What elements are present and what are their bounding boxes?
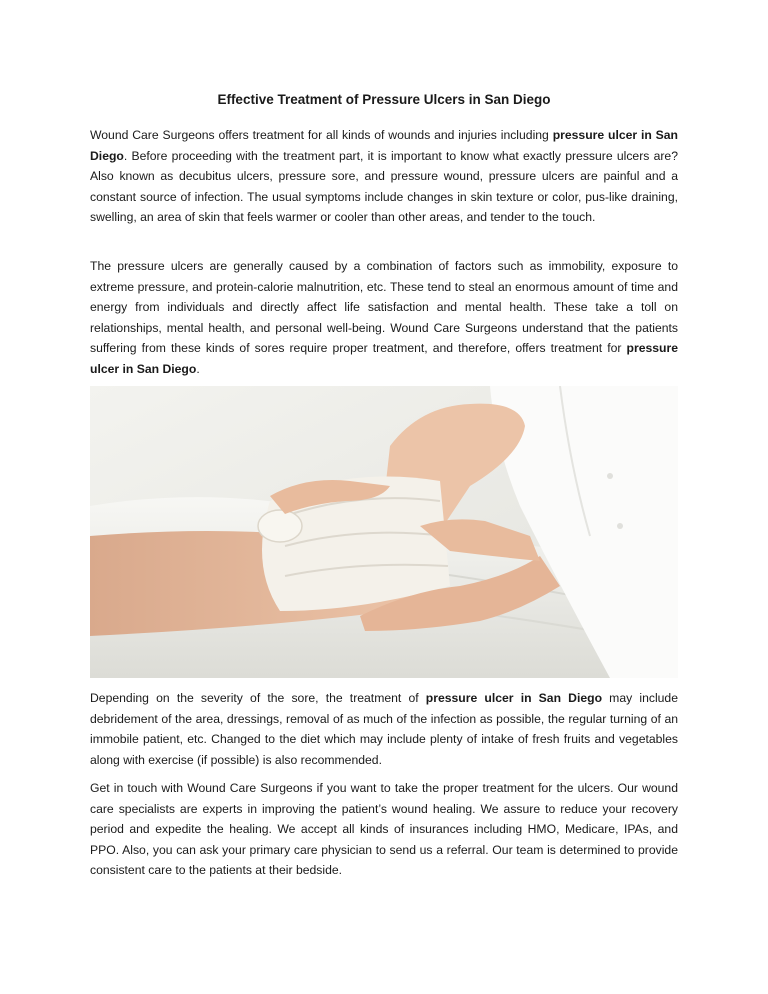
paragraph-text: may include debridement of the area, dressings, removal of as much of the infection as possible, the regular turning of an immobile patient, etc. Changed to the diet which may include plenty of intake of fresh fruits and vegetables along with exercise (if possible) is also recommended. [90, 691, 678, 767]
paragraph-text: Depending on the severity of the sore, the treatment of [90, 691, 426, 705]
paragraph-text: Wound Care Surgeons offers treatment for all kinds of wounds and injuries including [90, 128, 553, 142]
bold-keyword: pressure ulcer in San Diego [90, 128, 678, 163]
paragraph-causes [90, 256, 678, 380]
paragraph-text: . [196, 361, 200, 376]
bold-keyword: pressure ulcer in San Diego [90, 341, 678, 376]
paragraph-contact [90, 778, 678, 881]
document-title: Effective Treatment of Pressure Ulcers in San Diego [217, 92, 551, 107]
paragraph-text: Get in touch with Wound Care Surgeons if you want to take the proper treatment for the ulcers. Our wound care specialists are experts in improving the patient’s wound healing. We assure to reduce your recovery period and expedite the healing. We accept all kinds of insurances including HMO, Medicare, IPAs, and PPO. Also, you can ask your primary care physician to send us a referral. Our team is determined to provide consistent care to the patients at their bedside. [90, 781, 678, 878]
paragraph-treatment [90, 688, 678, 770]
paragraph-text: . Before proceeding with the treatment part, it is important to know what exactly pressure ulcers are? Also known as decubitus ulcers, pressure sore, and pressure wound, pressure ulcers are painful and a constant source of infection. The usual symptoms include changes in skin texture or color, pus-like draining, swelling, an area of skin that feels warmer or cooler than other areas, and tender to the touch. [90, 148, 678, 225]
paragraph-intro [90, 125, 678, 228]
bandaging-photo [90, 386, 678, 678]
paragraph-text: The pressure ulcers are generally caused by a combination of factors such as immobility, exposure to extreme pressure, and protein-calorie malnutrition, etc. These tend to steal an enormous amount of time and energy from individuals and directly affect life satisfaction and mental health. These take a toll on relationships, mental health, and personal well-being. Wound Care Surgeons understand that the patients suffering from these kinds of sores require proper treatment, and therefore, offers treatment for [90, 259, 678, 356]
bold-keyword: pressure ulcer in San Diego [425, 691, 603, 705]
